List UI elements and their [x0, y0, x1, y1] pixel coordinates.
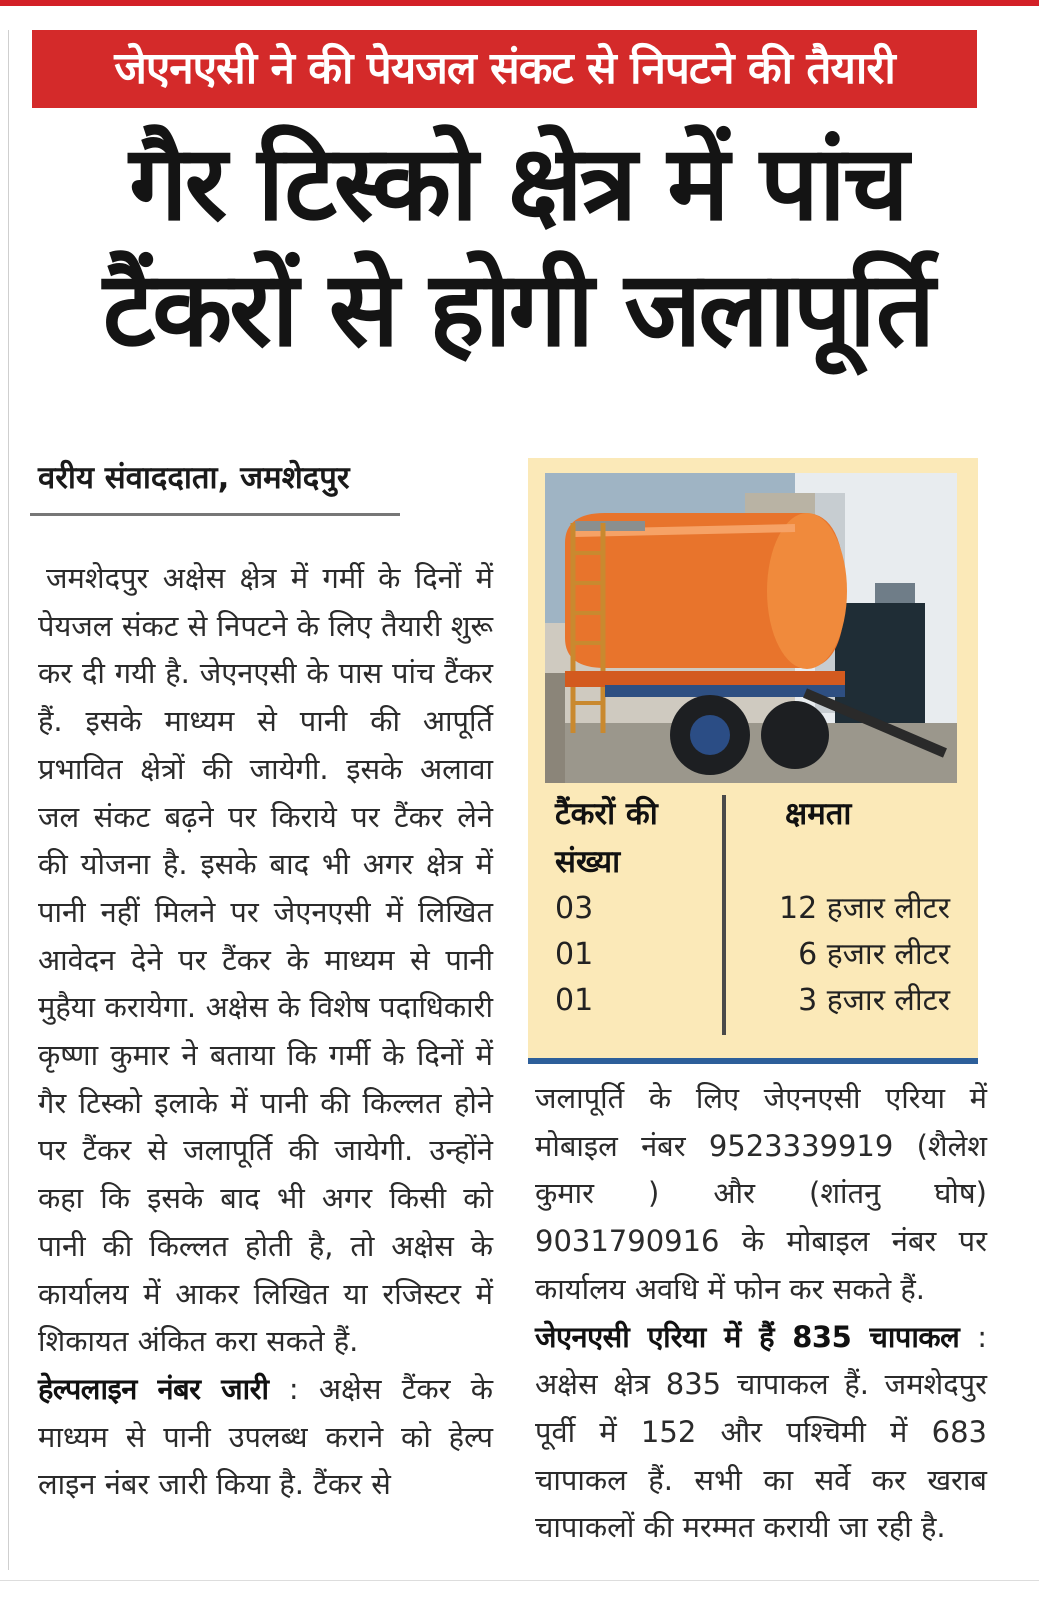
table-cell-capacity: 12 हजार लीटर: [779, 891, 950, 926]
helpline-text: : अक्षेस टैंकर के माध्यम से पानी उपलब्ध कराने को हेल्प लाइन नंबर जारी किया है. टैंकर से: [38, 1371, 493, 1502]
table-cell-count: 01: [555, 937, 594, 972]
subheading-handpumps: जेएनएसी एरिया में हैं 835 चापाकल: [535, 1319, 960, 1354]
article-column-right: [535, 1075, 987, 1552]
table-cell-count: 01: [555, 983, 594, 1018]
article-paragraph-1: जमशेदपुर अक्षेस क्षेत्र में गर्मी के दिनों में पेयजल संकट से निपटने के लिए तैयारी शुरू कर दी गयी है. जेएनएसी के पास पांच टैंकर हैं. इसके माध्यम से पानी की आपूर्ति प्रभावित क्षेत्रों की जायेगी. इसके अलावा जल संकट बढ़ने पर किराये पर टैंकर लेने की योजना है. इसके बाद भी अगर क्षेत्र में पानी नहीं मिलने पर जेएनएसी में लिखित आवेदन देने पर टैंकर के माध्यम से पानी मुहैया करायेगा. अक्षेस के विशेष पदाधिकारी कृष्णा कुमार ने बताया कि गर्मी के दिनों में गैर टिस्को इलाके में पानी की किल्लत होने पर टैंकर से जलापूर्ति की जायेगी. उन्होंने कहा कि इसके बाद भी अगर किसी को पानी की किल्लत होती है, तो अक्षेस के कार्यालय में आकर लिखित या रजिस्टर में शिकायत अंकित करा सकते हैं.: [38, 561, 493, 1359]
headline: [30, 120, 1005, 372]
info-box-bottom-rule: [528, 1058, 978, 1064]
kicker-banner: जेएनएसी ने की पेयजल संकट से निपटने की तैयारी: [32, 30, 977, 108]
handpump-text: : अक्षेस क्षेत्र 835 चापाकल हैं. जमशेदपुर पूर्वी में 152 और पश्चिमी में 683 चापाकल हैं. सभी का सर्वे कर खराब चापाकलों की मरम्मत करायी जा रही है.: [535, 1319, 987, 1545]
top-red-rule: [0, 0, 1039, 6]
headline-line-2: टैंकरों से होगी जलापूर्ति: [102, 248, 933, 370]
article-paragraph-helpline: [38, 1366, 493, 1509]
bottom-edge-line: [0, 1580, 1039, 1581]
article-paragraph-contact: जलापूर्ति के लिए जेएनएसी एरिया में मोबाइल नंबर 9523339919 (शैलेश कुमार ) और (शांतनु घोष) 9031790916 के मोबाइल नंबर पर कार्यालय अवधि में फोन कर सकते हैं.: [535, 1081, 987, 1306]
subheading-helpline: हेल्पलाइन नंबर जारी: [38, 1371, 269, 1406]
article-column-left: [38, 555, 493, 1509]
tanker-photo: [545, 473, 957, 783]
table-row: [555, 978, 950, 1024]
table-row: [555, 886, 950, 932]
table-header-capacity: क्षमता: [785, 796, 852, 832]
tanker-illustration: [545, 473, 957, 783]
byline: वरीय संवाददाता, जमशेदपुर: [38, 460, 350, 496]
table-cell-capacity: 3 हजार लीटर: [798, 983, 950, 1018]
table-cell-count: 03: [555, 891, 594, 926]
table-header-count: टैंकरों की संख्या: [555, 796, 658, 880]
article-paragraph-handpumps: [535, 1314, 987, 1553]
headline-line-1: गैर टिस्को क्षेत्र में पांच: [129, 122, 906, 244]
byline-underline: [30, 513, 400, 516]
table-cell-capacity: 6 हजार लीटर: [798, 937, 950, 972]
page-fold-line: [8, 30, 9, 1570]
table-row: [555, 932, 950, 978]
